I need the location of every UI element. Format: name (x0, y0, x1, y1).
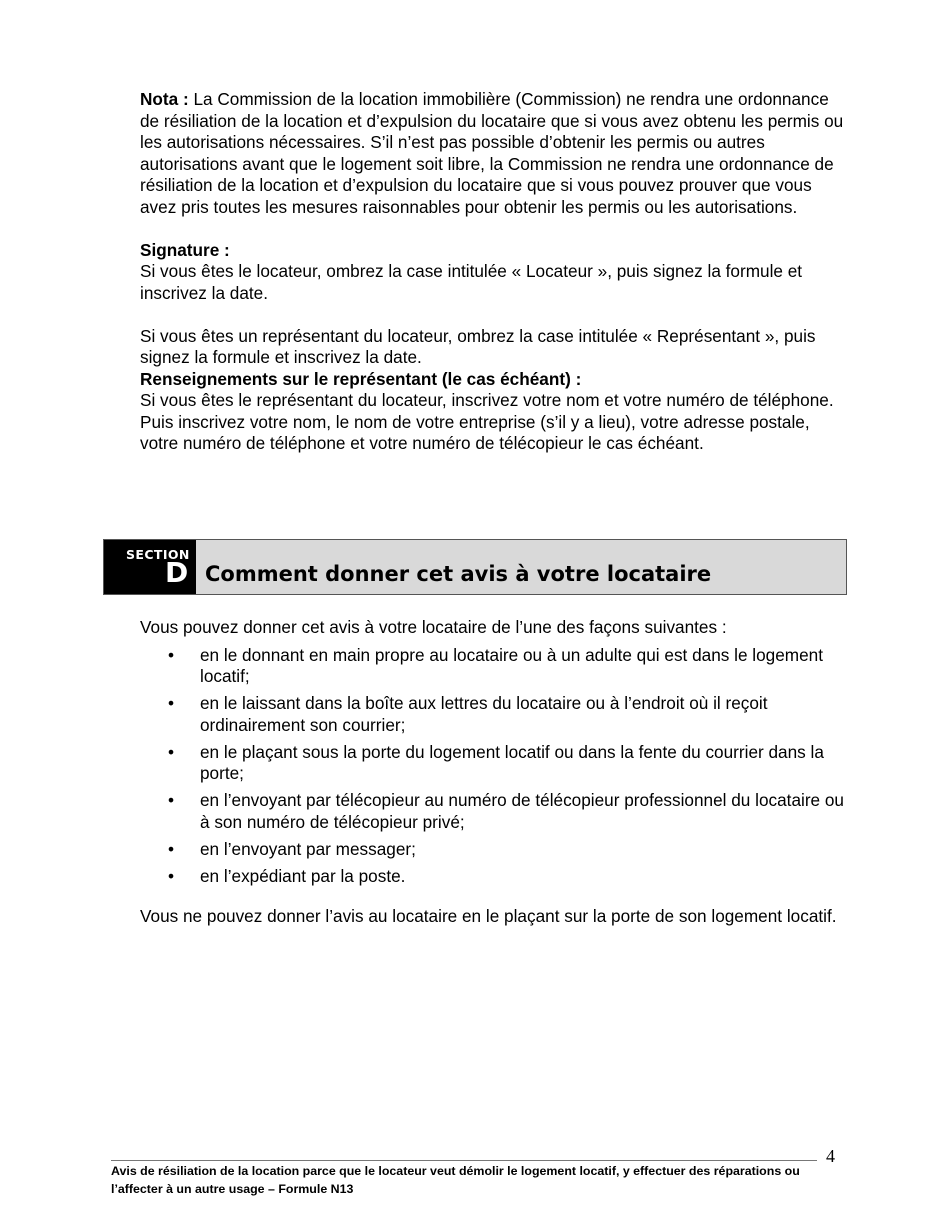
signature-agent-text: Si vous êtes un représentant du locateur, ombrez la case intitulée « Représentant », puis signez la formule et inscrivez la date. (140, 325, 816, 367)
bullet-icon: • (168, 693, 175, 713)
section-word: SECTION (126, 547, 190, 562)
signature-landlord-text: Si vous êtes le locateur, ombrez la case intitulée « Locateur », puis signez la formule et inscrivez la date. (140, 261, 803, 303)
list-item-text: en l’envoyant par messager; (200, 838, 416, 859)
list-item-text: en le donnant en main propre au locataire ou à un adulte qui est dans le logement locatif; (200, 644, 824, 686)
list-item (140, 645, 845, 688)
list-item (140, 693, 845, 736)
section-d-header (103, 539, 847, 595)
list-item (140, 839, 845, 861)
nota-paragraph (140, 89, 845, 218)
list-item-text: en l’envoyant par télécopieur au numéro de télécopieur professionnel du locataire ou à son numéro de télécopieur privé; (200, 790, 844, 832)
page-number: 4 (826, 1146, 835, 1166)
instructions-block (140, 89, 845, 455)
bullet-icon: • (168, 838, 175, 859)
delivery-intro: Vous pouvez donner cet avis à votre locataire de l’une des façons suivantes : (140, 617, 727, 637)
section-tag (104, 540, 196, 594)
bullet-icon: • (168, 644, 175, 665)
footer-divider (111, 1160, 817, 1161)
agent-info-heading (140, 369, 845, 391)
section-title-box (196, 540, 846, 594)
agent-info-heading-text: Renseignements sur le représentant (le cas échéant) : (140, 368, 582, 389)
list-item-text: en le laissant dans la boîte aux lettres du locataire ou à l’endroit où il reçoit ordinairement son courrier; (200, 693, 768, 735)
delivery-block (140, 617, 845, 928)
section-letter: D (165, 556, 189, 589)
footer-form-title: Avis de résiliation de la location parce que le locateur veut démolir le logement locatif, y effectuer des réparations ou l’affecter à un autre usage – Formule N13 (111, 1164, 800, 1196)
nota-label: Nota : (140, 89, 189, 109)
bullet-icon: • (168, 741, 175, 762)
bullet-icon: • (168, 865, 175, 886)
bullet-icon: • (168, 790, 175, 810)
list-item (140, 866, 845, 888)
delivery-closing: Vous ne pouvez donner l’avis au locataire en le plaçant sur la porte de son logement locatif. (140, 906, 837, 926)
section-title: Comment donner cet avis à votre locataire (205, 562, 712, 586)
signature-heading-text: Signature : (140, 239, 230, 260)
delivery-methods-list (140, 645, 845, 888)
list-item (140, 742, 845, 785)
nota-text: La Commission de la location immobilière (Commission) ne rendra une ordonnance de résiliation de la location et d’expulsion du locataire que si vous avez obtenu les permis ou les autorisations nécessaires. S’il n’est pas possible d’obtenir les permis ou autres autorisations avant que le logement soit libre, la Commission ne rendra une ordonnance de résiliation de la location et d’expulsion du locataire que si vous pouvez prouver que vous avez pris toutes les mesures raisonnables pour obtenir les permis ou les autorisations. (140, 89, 844, 217)
list-item-text: en le plaçant sous la porte du logement locatif ou dans la fente du courrier dans la porte; (200, 741, 824, 783)
list-item (140, 790, 845, 833)
agent-info-text: Si vous êtes le représentant du locateur, inscrivez votre nom et votre numéro de téléphone. Puis inscrivez votre nom, le nom de votre entreprise (s’il y a lieu), votre adresse postale, votre numéro de téléphone et votre numéro de télécopieur le cas échéant. (140, 390, 834, 453)
list-item-text: en l’expédiant par la poste. (200, 865, 406, 886)
signature-heading (140, 240, 845, 262)
